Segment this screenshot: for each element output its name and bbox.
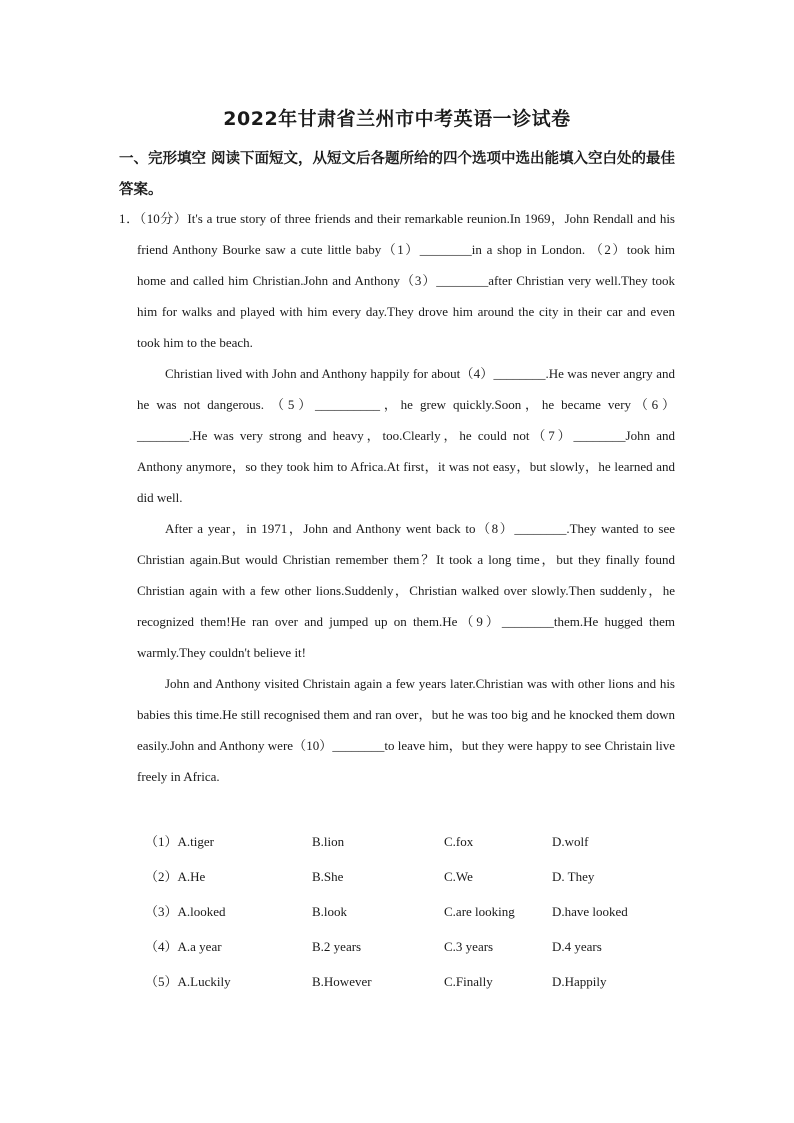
option-row [145,827,705,862]
option-b: B.She [312,869,344,884]
option-row [145,862,705,897]
option-b: B.look [312,904,348,919]
passage-paragraph-4: John and Anthony visited Christain again a few years later.Christian was with other lions and his babies this time.He still recognised them and ran over，but he was too big and he knocked them down easily.John and Anthony were（10）________to leave him，but they were happy to see Christain live freely in Africa. [137,676,675,784]
option-row [145,967,705,1002]
passage-paragraph-1 [119,203,675,358]
option-b: B.2 years [312,939,362,954]
option-d: D. They [552,869,595,884]
passage-paragraph-3: After a year，in 1971，John and Anthony went back to（8）________.They wanted to see Christian again.But would Christian remember them？It took a long time，but they finally found Christian again with a few other lions.Suddenly，Christian walked over slowly.Then suddenly，he recognized them!He ran over and jumped up on them.He（9）________them.He hugged them warmly.They couldn't believe it! [137,521,676,660]
paragraph-text: It's a true story of three friends and their remarkable reunion.In 1969，John Rendall and his friend Anthony Bourke saw a cute little baby（1）________in a shop in London. （2）took him home and called him Christian.John and Anthony（3）________after Christian very well.They took him for walks and played with him every day.They drove him around the city in their car and even took him to the beach. [137,211,675,350]
option-a: （1）A.tiger [145,834,214,849]
option-b: B.However [312,974,372,989]
option-c: C.3 years [444,939,494,954]
option-row [145,932,705,967]
option-a: （2）A.He [145,869,206,884]
option-b: B.lion [312,834,345,849]
option-c: C.We [444,869,473,884]
option-a: （3）A.looked [145,904,226,919]
option-c: C.fox [444,834,474,849]
exam-title: 2022年甘肃省兰州市中考英语一诊试卷 [223,108,571,130]
option-c: C.are looking [444,904,515,919]
option-a: （5）A.Luckily [145,974,231,989]
option-d: D.have looked [552,904,628,919]
options-list [145,827,705,1002]
option-d: D.4 years [552,939,602,954]
option-c: C.Finally [444,974,493,989]
question-1 [119,203,675,792]
option-a: （4）A.a year [145,939,222,954]
option-d: D.wolf [552,834,589,849]
section-heading: 一、完形填空 阅读下面短文，从短文后各题所给的四个选项中选出能填入空白处的最佳答案。 [119,151,676,198]
passage-paragraph-2: Christian lived with John and Anthony happily for about（4）________.He was never angry and he was not dangerous. （5）__________，he grew quickly.Soon，he became very（6）________.He was very strong and heavy，too.Clearly，he could not（7）________John and Anthony anymore，so they took him to Africa.At first，it was not easy，but slowly，he learned and did well. [137,366,675,505]
option-row [145,897,705,932]
option-d: D.Happily [552,974,607,989]
question-number: 1．（10分） [119,211,188,226]
